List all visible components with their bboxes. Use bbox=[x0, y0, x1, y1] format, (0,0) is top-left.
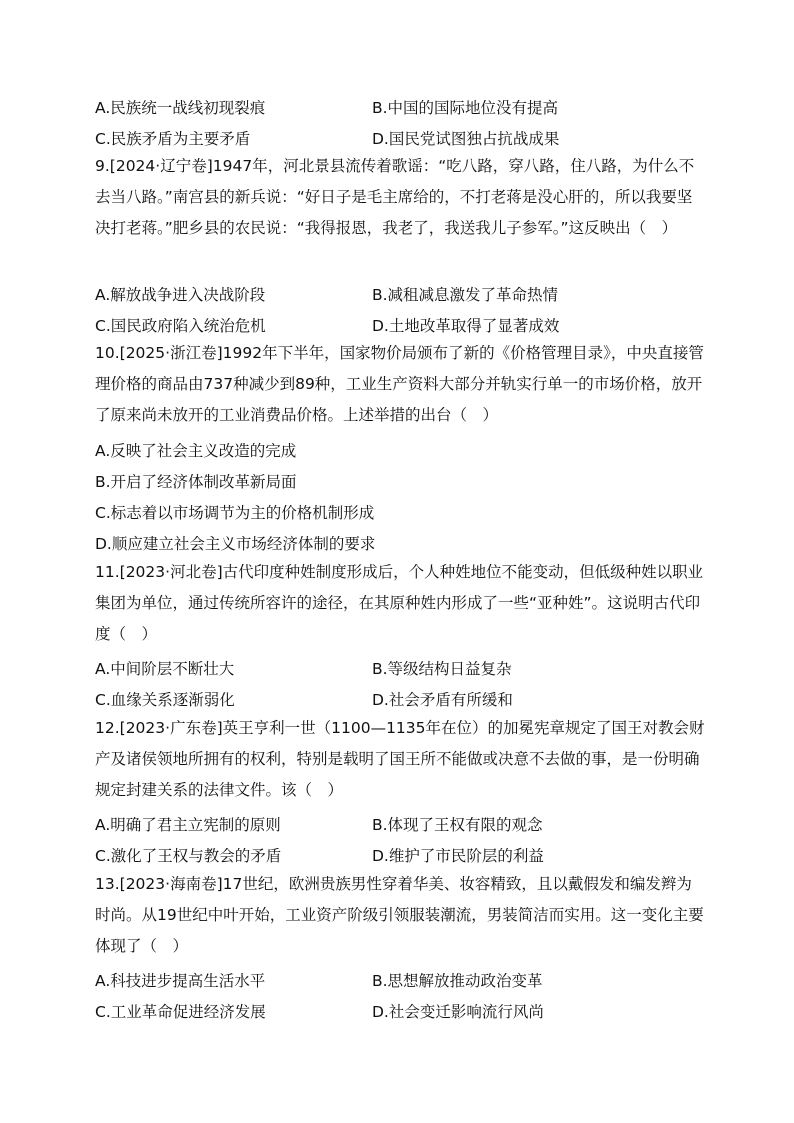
q12-option-b: B.体现了王权有限的观念 bbox=[372, 816, 543, 834]
q11-option-c: C.血缘关系逐渐弱化 bbox=[95, 691, 235, 709]
q12-stem: 12.[2023·广东卷]英王亨利一世（1100—1135年在位）的加冕宪章规定了国王对教会财产及诸侯领地所拥有的权利，特别是载明了国王所不能做或决意不去做的事，是一份明确规定封建关系的法律文件。该（ ） bbox=[95, 719, 705, 800]
q13-stem: 13.[2023·海南卷]17世纪，欧洲贵族男性穿着华美、妆容精致，且以戴假发和编发辫为时尚。从19世纪中叶开始，工业资产阶级引领服装潮流，男装简洁而实用。这一变化主要体现了（ ） bbox=[95, 875, 704, 956]
q10-option-c: C.标志着以市场调节为主的价格机制形成 bbox=[95, 504, 375, 522]
q8-option-b: B.中国的国际地位没有提高 bbox=[372, 99, 559, 117]
q9-option-d: D.土地改革取得了显著成效 bbox=[372, 317, 560, 335]
q12-option-c: C.激化了王权与教会的矛盾 bbox=[95, 847, 282, 865]
q9-stem: 9.[2024·辽宁卷]1947年，河北景县流传着歌谣：“吃八路，穿八路，住八路，为什么不去当八路。”南宫县的新兵说：“好日子是毛主席给的，不打老蒋是没心肝的，所以我要坚决打老蒋。”肥乡县的农民说：“我得报恩，我老了，我送我儿子参军。”这反映出（ ） bbox=[95, 157, 695, 238]
q13-option-b: B.思想解放推动政治变革 bbox=[372, 972, 543, 990]
q9-option-c: C.国民政府陷入统治危机 bbox=[95, 317, 266, 335]
q11-option-b: B.等级结构日益复杂 bbox=[372, 660, 512, 678]
q13-option-a: A.科技进步提高生活水平 bbox=[95, 972, 266, 990]
q9-option-b: B.减租减息激发了革命热情 bbox=[372, 286, 559, 304]
q11-option-a: A.中间阶层不断壮大 bbox=[95, 660, 235, 678]
q8-option-d: D.国民党试图独占抗战成果 bbox=[372, 130, 560, 148]
q10-option-b: B.开启了经济体制改革新局面 bbox=[95, 473, 297, 491]
q10-stem: 10.[2025·浙江卷]1992年下半年，国家物价局颁布了新的《价格管理目录》，中央直接管理价格的商品由737种减少到89种，工业生产资料大部分并轨实行单一的市场价格，放开了原来尚未放开的工业消费品价格。上述举措的出台（ ） bbox=[95, 344, 704, 425]
q10-option-d: D.顺应建立社会主义市场经济体制的要求 bbox=[95, 535, 376, 553]
q12-option-a: A.明确了君主立宪制的原则 bbox=[95, 816, 281, 834]
q10-option-a: A.反映了社会主义改造的完成 bbox=[95, 442, 297, 460]
q11-stem: 11.[2023·河北卷]古代印度种姓制度形成后，个人种姓地位不能变动，但低级种姓以职业集团为单位，通过传统所容许的途径，在其原种姓内形成了一些“亚种姓”。这说明古代印度（ ） bbox=[95, 563, 704, 644]
q8-option-a: A.民族统一战线初现裂痕 bbox=[95, 99, 266, 117]
q13-option-d: D.社会变迁影响流行风尚 bbox=[372, 1003, 544, 1021]
q13-option-c: C.工业革命促进经济发展 bbox=[95, 1003, 266, 1021]
q12-option-d: D.维护了市民阶层的利益 bbox=[372, 847, 544, 865]
q11-option-d: D.社会矛盾有所缓和 bbox=[372, 691, 513, 709]
q8-option-c: C.民族矛盾为主要矛盾 bbox=[95, 130, 251, 148]
q9-option-a: A.解放战争进入决战阶段 bbox=[95, 286, 266, 304]
